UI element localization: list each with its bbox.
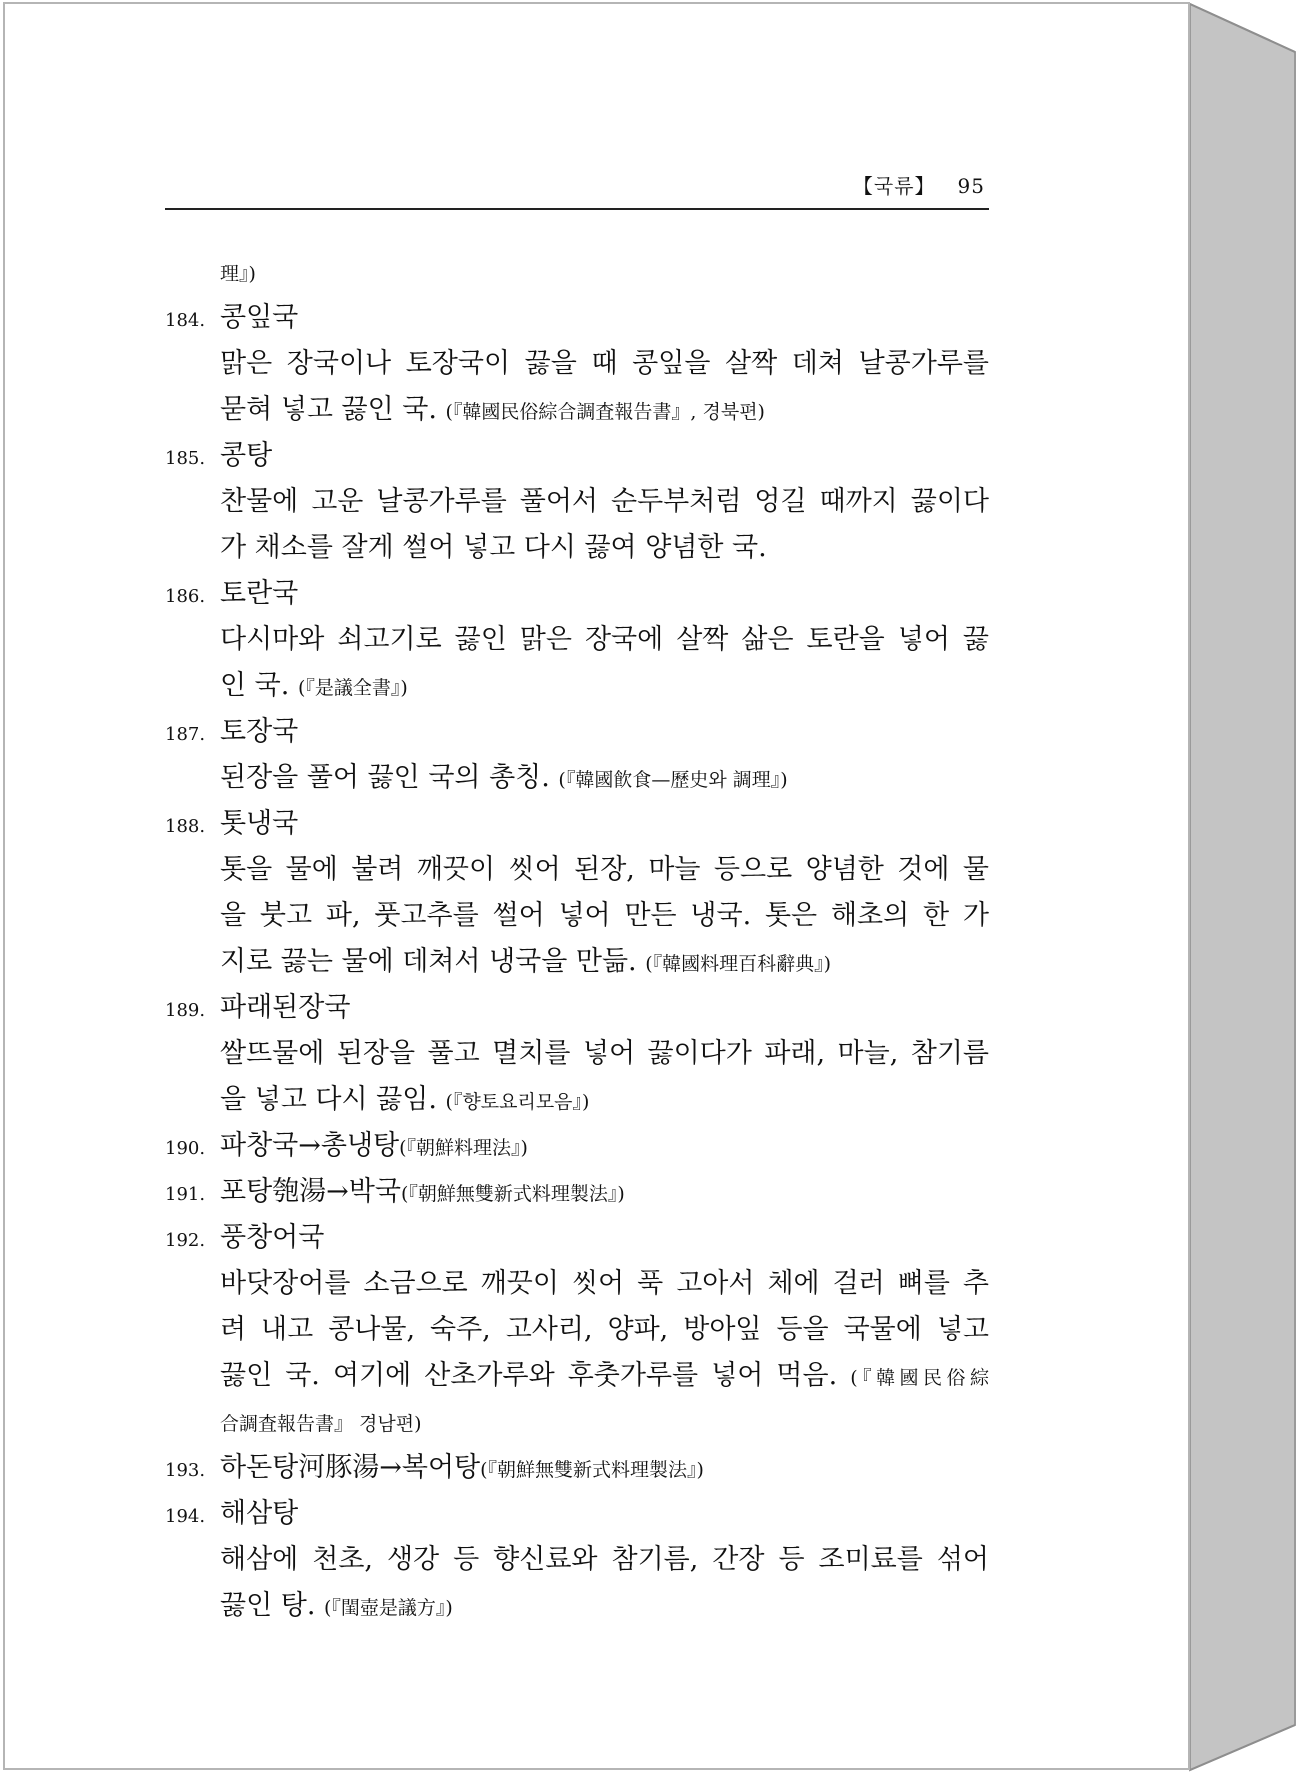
entry-text-line: 묻혀 넣고 끓인 국. (『韓國民俗綜合調査報告書』, 경북편)	[220, 394, 765, 425]
entry-194	[165, 1492, 989, 1538]
entry-title: 파래된장국	[220, 992, 351, 1023]
entry-192	[165, 1216, 989, 1262]
source-citation: (『閨壺是議方』)	[324, 1597, 453, 1619]
entry-text-line: 바닷장어를 소금으로 깨끗이 씻어 푹 고아서 체에 걸러 뼈를 추	[220, 1268, 989, 1299]
source-citation: (『향토요리모음』)	[445, 1091, 590, 1113]
source-citation-continued: 合調査報告書』 경남편)	[220, 1413, 422, 1435]
entry-title: 콩탕	[220, 440, 273, 471]
entry-text-line: 지로 끓는 물에 데쳐서 냉국을 만듦. (『韓國料理百科辭典』)	[220, 946, 832, 977]
entry-title: 토란국	[220, 578, 299, 609]
entry-text-line: 맑은 장국이나 토장국이 끓을 때 콩잎을 살짝 데쳐 날콩가루를	[220, 348, 989, 379]
entry-title: 토장국	[220, 716, 299, 747]
source-citation: (『韓國料理百科辭典』)	[645, 953, 832, 975]
page-number: 95	[957, 174, 985, 198]
entry-number: 186.	[165, 586, 206, 607]
entry-text-line: 쌀뜨물에 된장을 풀고 멸치를 넣어 끓이다가 파래, 마늘, 참기름	[220, 1038, 989, 1069]
entry-text-line: 가 채소를 잘게 썰어 넣고 다시 끓여 양념한 국.	[220, 532, 767, 563]
entry-text-line: 톳을 물에 불려 깨끗이 씻어 된장, 마늘 등으로 양념한 것에 물	[220, 854, 989, 885]
source-citation: (『朝鮮無雙新式料理製法』)	[400, 1183, 625, 1205]
entry-title: 풍창어국	[220, 1222, 325, 1253]
entry-text-line: 을 붓고 파, 풋고추를 썰어 넣어 만든 냉국. 톳은 해초의 한 가	[220, 900, 989, 931]
entry-number: 188.	[165, 816, 206, 837]
book-page	[3, 2, 1190, 1770]
entry-text-line	[165, 1400, 989, 1446]
entry-191	[165, 1170, 989, 1216]
entry-185	[165, 434, 989, 480]
source-citation: (『韓國民俗綜	[850, 1367, 989, 1389]
page-content	[165, 250, 989, 1630]
entry-text-line: 끓인 탕. (『閨壺是議方』)	[220, 1590, 453, 1621]
entry-188	[165, 802, 989, 848]
running-head-text	[853, 170, 985, 199]
source-citation: (『朝鮮料理法』)	[399, 1137, 528, 1159]
entry-title: 해삼탕	[220, 1498, 299, 1529]
entry-text-line: 을 넣고 다시 끓임. (『향토요리모음』)	[220, 1084, 590, 1115]
entry-189	[165, 986, 989, 1032]
source-citation: (『韓國民俗綜合調査報告書』, 경북편)	[445, 401, 765, 423]
entry-text-line: 된장을 풀어 끓인 국의 총칭. (『韓國飮食—歷史와 調理』)	[220, 762, 788, 793]
entry-186	[165, 572, 989, 618]
entry-number: 192.	[165, 1230, 206, 1251]
entry-184	[165, 296, 989, 342]
source-citation: (『韓國飮食—歷史와 調理』)	[558, 769, 788, 791]
entry-187	[165, 710, 989, 756]
entry-190	[165, 1124, 989, 1170]
entry-number: 191.	[165, 1184, 206, 1205]
entry-title: 콩잎국	[220, 302, 299, 333]
entry-text-line: 다시마와 쇠고기로 끓인 맑은 장국에 살짝 삶은 토란을 넣어 끓	[220, 624, 989, 655]
entry-title: 톳냉국	[220, 808, 299, 839]
entry-text-line: 려 내고 콩나물, 숙주, 고사리, 양파, 방아잎 등을 국물에 넣고	[220, 1314, 989, 1345]
section-label: 【국류】	[852, 174, 936, 198]
source-citation: (『是議全書』)	[297, 677, 408, 699]
entry-number: 185.	[165, 448, 206, 469]
entry-number: 187.	[165, 724, 206, 745]
entry-text-line: 끓인 국. 여기에 산초가루와 후춧가루를 넣어 먹음. (『韓國民俗綜	[220, 1360, 989, 1391]
entry-text-line: 인 국. (『是議全書』)	[220, 670, 408, 701]
entry-193	[165, 1446, 989, 1492]
entry-title: 포탕匏湯→박국	[220, 1176, 401, 1207]
entry-text-line: 찬물에 고운 날콩가루를 풀어서 순두부처럼 엉길 때까지 끓이다	[220, 486, 989, 517]
continuation-line: 理』)	[220, 263, 256, 285]
entry-title: 하돈탕河豚湯→복어탕	[220, 1452, 481, 1483]
entry-number: 184.	[165, 310, 206, 331]
entry-number: 189.	[165, 1000, 206, 1021]
running-head	[165, 176, 989, 210]
entry-number: 190.	[165, 1138, 206, 1159]
book-spine-side	[1190, 4, 1295, 1770]
entry-number: 193.	[165, 1460, 206, 1481]
entry-text-line: 해삼에 천초, 생강 등 향신료와 참기름, 간장 등 조미료를 섞어	[220, 1544, 989, 1575]
entry-number: 194.	[165, 1506, 206, 1527]
entry-title: 파창국→총냉탕	[220, 1130, 400, 1161]
source-citation: (『朝鮮無雙新式料理製法』)	[480, 1459, 704, 1481]
